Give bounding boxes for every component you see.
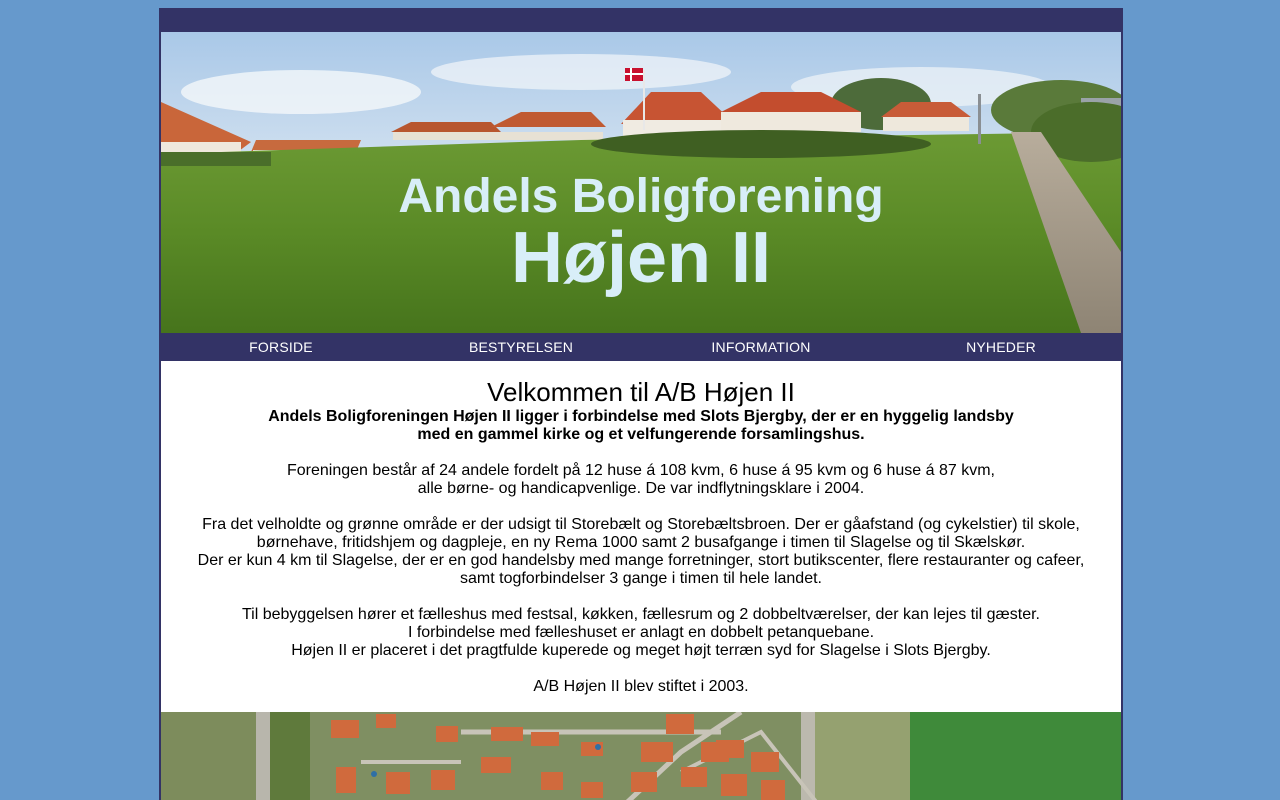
intro-line: Andels Boligforeningen Højen II ligger i forbindelse med Slots Bjergby, der er en hyggelig landsby bbox=[268, 408, 1014, 425]
paragraph-area bbox=[161, 516, 1121, 588]
page-title: Velkommen til A/B Højen II bbox=[487, 377, 795, 407]
top-bar bbox=[161, 8, 1121, 32]
text-line: børnehave, fritidshjem og dagpleje, en ny Rema 1000 samt 2 busafgange i timen til Slagelse og til Skælskør. bbox=[256, 534, 1026, 551]
header-banner bbox=[161, 32, 1121, 333]
intro-line: med en gammel kirke og et velfungerende forsamlingshus. bbox=[417, 426, 865, 443]
text-line: Til bebyggelsen hører et fælleshus med festsal, køkken, fællesrum og 2 dobbeltværelser, der kan lejes til gæster. bbox=[242, 606, 1040, 623]
banner-photo bbox=[161, 32, 1121, 333]
text-line: Fra det velholdte og grønne område er der udsigt til Storebælt og Storebæltsbroen. Der er gåafstand (og cykelstier) til skole, bbox=[202, 516, 1080, 533]
main-navigation bbox=[161, 333, 1121, 361]
nav-item-bestyrelsen[interactable]: BESTYRELSEN bbox=[468, 339, 574, 355]
page-container bbox=[159, 8, 1123, 800]
banner-title-line1: Andels Boligforening bbox=[398, 170, 884, 223]
text-line: samt togforbindelser 3 gange i timen til hele landet. bbox=[460, 570, 822, 587]
intro-text bbox=[261, 408, 1021, 444]
text-line: Der er kun 4 km til Slagelse, der er en god handelsby med mange forretninger, stort butikscenter, flere restauranter og cafeer, bbox=[197, 552, 1085, 569]
paragraph-community-house bbox=[161, 606, 1121, 660]
aerial-map-image bbox=[161, 712, 1121, 800]
nav-item-nyheder[interactable]: NYHEDER bbox=[966, 339, 1036, 355]
nav-item-forside[interactable]: FORSIDE bbox=[249, 339, 313, 355]
banner-title-line2: Højen II bbox=[510, 218, 772, 298]
main-content bbox=[161, 361, 1121, 712]
aerial-photo bbox=[161, 712, 1121, 800]
text-line: Højen II er placeret i det pragtfulde kuperede og meget højt terræn syd for Slagelse i Slots Bjergby. bbox=[291, 642, 991, 659]
nav-item-information[interactable]: INFORMATION bbox=[711, 339, 811, 355]
text-line: I forbindelse med fælleshuset er anlagt en dobbelt petanquebane. bbox=[407, 624, 875, 641]
text-line: Foreningen består af 24 andele fordelt på 12 huse á 108 kvm, 6 huse á 95 kvm og 6 huse á 87 kvm, bbox=[287, 462, 995, 479]
paragraph-founded bbox=[161, 678, 1121, 696]
text-line: A/B Højen II blev stiftet i 2003. bbox=[533, 678, 749, 695]
paragraph-houses bbox=[161, 462, 1121, 498]
text-line: alle børne- og handicapvenlige. De var indflytningsklare i 2004. bbox=[417, 480, 865, 497]
